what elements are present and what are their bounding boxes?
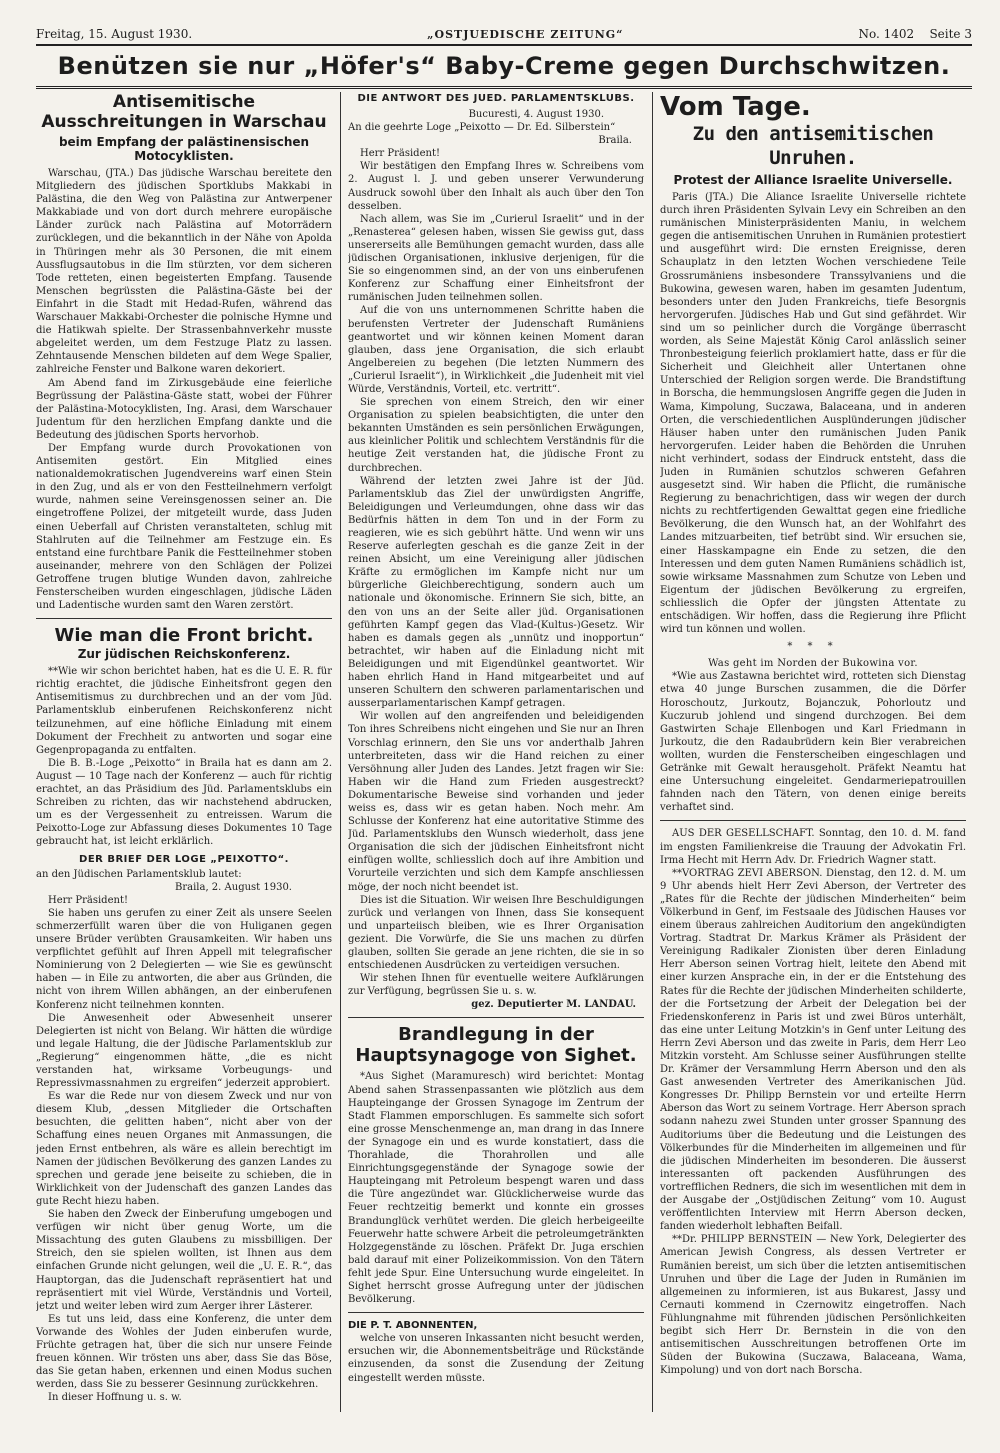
letter-paragraph: Nach allem, was Sie im „Curierul Israelit“ und in der „Renasterea“ gelesen haben, wissen Sie gewiss gut, dass unsererseits alle Bemühungen gemacht wurden, dass alle jüdischen Organisationen, inklusive derjenigen, für die Sie so eingenommen sind, an der von uns einberufenen Konferenz zur Schaffung einer Einheitsfront der rumänischen Juden teilnehmen sollen. bbox=[348, 213, 644, 304]
letter-paragraph: Dies ist die Situation. Wir weisen Ihre Beschuldigungen zurück und verlangen von Ihnen, dass Sie konsequent und unparteiisch bleiben, wie es Ihrer Organisation gezient. Die Vorwürfe, die Sie uns machen zu dürfen glauben, sollten Sie gerade an jene richten, die sie in so entschiedenen Ausdrücken zu verteidigen versuchen. bbox=[348, 894, 644, 972]
society-paragraph: AUS DER GESELLSCHAFT. Sonntag, den 10. d. M. fand im engsten Familienkreise die Trauung der Advokatin Frl. Irma Hecht mit Herrn Adv. Dr. Friedrich Wagner statt. bbox=[660, 828, 966, 866]
letter-paragraph: Während der letzten zwei Jahre ist der Jüd. Parlamentsklub das Ziel der unwürdigsten Angriffe, Beleidigungen und Verleumdungen, ohne dass wir das Bedürfnis hätten in dem Ton und in der Form zu reagieren, wie es sich gebührt hätte. Und wenn wir uns Reserve auferlegten geschah es die ganze Zeit in der reinen Absicht, um eine Vereinigung aller jüdischen Kräfte zu ermöglichen im Kampfe nicht nur um bürgerliche Gleichberechtigung, sondern auch um nationale und ökonomische. Erinnern Sie sich, bitte, an den von uns an der Seite aller jüd. Organisationen geführten Kampf gegen das Vlad-(Kultus-)Gesetz. Wir haben es damals gegen als „unnütz und inopportun“ betrachtet, wir haben auf die Einladung nicht mit Beleidigungen und mit Eigendünkel geantwortet. Wir haben ehrlich Hand in Hand mitgearbeitet und auf unseren Schultern den schweren parlamentarischen und ausserparlamentarischen Kampf getragen. bbox=[348, 475, 644, 710]
letter-paragraph: Sie haben uns gerufen zu einer Zeit als unsere Seelen schmerzerfüllt waren über die von Huliganen gegen unsere Brüder verübten Grausamkeiten. Wir haben uns verpflichtet gefühlt auf Ihren Appell mit telegrafischer Nominierung von 2 Delegierten — wie Sie es gewünscht haben — in Eile zu antworten, die aber aus Gründen, die nicht von ihrem Willen abhängen, an der einberufenen Konferenz nicht teilnehmen konnten. bbox=[36, 907, 332, 1011]
letter-dateline: Braila, 2. August 1930. bbox=[175, 881, 292, 893]
letter-paragraph: Sie haben den Zweck der Einberufung umgebogen und verfügen wir nicht über genug Worte, um die Missachtung des guten Glaubens zu missbilligen. Der Streich, den sie spielen wollten, ist Ihnen aus dem einfachen Grunde nicht gelungen, weil die „U. E. R.“, das Hauptorgan, das die Judenschaft repräsentiert hat und repräsentiert mit viel Würde, Verständnis und Vorteil, jetzt und weiter leben wird zum Aerger ihrer Lästerer. bbox=[36, 1209, 332, 1312]
header-date: Freitag, 15. August 1930. bbox=[36, 27, 193, 41]
column-rule-right bbox=[652, 92, 653, 1412]
divider bbox=[36, 618, 332, 619]
article-paragraph: Paris (JTA.) Die Aliance Israelite Universelle richtete durch ihren Präsidenten Sylvain Levy ein Schreiben an den rumänischen Ministerpräsidenten Maniu, in welchem gegen die antisemitischen Unruhen in Rumänien protestiert und ausgeführt wird: Die ernsten Ereignisse, deren Schauplatz in den letzten Wochen verschiedene Teile Grossrumäniens insbesondere Transsylvaniens und die Bukowina, gewesen waren, haben im gesamten Judentum, besonders unter den Juden Frankreichs, tiefe Besorgnis hervorgerufen. Jüdisches Hab und Gut sind gefährdet. Wir sind um so peinlicher durch die Vorgänge überrascht worden, als Seine Majestät König Carol anlässlich seiner Thronbesteigung feierlich proklamiert hatte, dass er für die Sicherheit und Gleichheit aller Untertanen ohne Unterschied der Religion sorgen werde. Die Brandstiftung in Borscha, die hemmungslosen Angriffe gegen die Juden in Wama, Kimpolung, Suczawa, Balaceana, und in anderen Orten, die verschiedentlichen Ausplünderungen jüdischer Häuser haben unter den rumänischen Juden Panik hervorgerufen. Leider haben die Behörden die Unruhen nicht verhindert, sodass der Eindruck entsteht, dass die Juden in Rumänien schutzlos schweren Gefahren ausgesetzt sind. Wir haben die Pflicht, die rumänische Regierung zu benachrichtigen, dass wir wegen der durch nichts zu rechtfertigenden Gewalttat gegen eine friedliche Bevölkerung, die den Wunsch hat, an der Wohlfahrt des Landes mitzuarbeiten, tief betrübt sind. Wir ersuchen sie, einer Hasskampagne ein Ende zu setzen, die den Interessen und dem guten Namen Rumäniens schädlich ist, sowie wirksame Massnahmen zum Schutze von Leben und Eigentum der jüdischen Bevölkerung zu ergreifen, schliesslich die Opfer der jüngsten Attentate zu entschädigen. Wir hoffen, dass die Regierung ihre Pflicht wird tun können und wollen. bbox=[660, 192, 966, 636]
letter-paragraph: Die Anwesenheit oder Abwesenheit unserer Delegierten ist nicht von Belang. Wir hätten die würdige und legale Haltung, die der Jüdische Parlamentsklub zur „Regierung“ eingenommen hätte, „die es nicht verstanden hat, wirksame Vorbeugungs- und Repressivmassnahmen zu ergreifen“ jederzeit approbiert. bbox=[36, 1012, 332, 1090]
letter-paragraph: Wir bestätigen den Empfang Ihres w. Schreibens vom 2. August l. J. und geben unserer Verwunderung Ausdruck sowohl über den Inhalt als auch über den Ton desselben. bbox=[348, 161, 644, 212]
letter-dateline: Bucuresti, 4. August 1930. bbox=[468, 109, 604, 120]
letter-intro: an den Jüdischen Parlamentsklub lautet: bbox=[36, 868, 242, 880]
letter-salutation: Herr Präsident! bbox=[48, 894, 128, 906]
letter-paragraph: Wir wollen auf den angreifenden und beleidigenden Ton ihres Schreibens nicht eingehen und Sie nur an Ihren Vorschlag erinnern, den Sie uns vor anderthalb Jahren unterbreiteten, dass wir die Hand reichen zu einer Versöhnung aller Juden des Landes. Jetzt fragen wir Sie: Haben wir die Hand zum Frieden ausgestreckt? Dokumentarische Beweise sind vorhanden und jeder weiss es, dass wir es getan haben. Noch mehr. Am Schlusse der Konferenz hat eine autoritative Stimme des Jüd. Parlamentsklubs den Wunsch wiederholt, dass jene Organisation die sich der jüdischen Einheitsfront nicht einfügen wollte, schliesslich doch auf ihre Ambition und Vorurteile verzichten und sich dem Kampfe anschliessen möge, der noch nicht beendet ist. bbox=[348, 711, 644, 893]
notice-title: DIE P. T. ABONNENTEN, bbox=[348, 1320, 478, 1332]
advertisement-banner: Benützen sie nur „Höfer's“ Baby-Creme gegen Durchschwitzen. bbox=[36, 46, 972, 89]
letter-salutation: Herr Präsident! bbox=[360, 148, 440, 160]
article-subtitle: Protest der Alliance Israelite Universelle. bbox=[673, 173, 953, 187]
letter-paragraph: Es war die Rede nur von diesem Zweck und nur von diesem Klub, „dessen Mitglieder die Ortschaften besuchten, die gelitten haben“, nicht aber von der Schaffung eines neuen Organes mit Anmassungen, die jeden Ernst entbehren, als wäre es allein berechtigt im Namen der jüdischen Bevölkerung des ganzen Landes zu sprechen und gerade jene beiseite zu schieben, die in Wirklichkeit von der Judenschaft des ganzen Landes das gute Recht hiezu haben. bbox=[36, 1091, 332, 1207]
divider bbox=[348, 1312, 644, 1313]
letter-addressee-city: Braila. bbox=[598, 135, 632, 147]
article-subtitle: Zur jüdischen Reichskonferenz. bbox=[77, 647, 291, 662]
article-paragraph: **Wie wir schon berichtet haben, hat es die U. E. R. für richtig erachtet, die jüdische Einheitsfront gegen den Antisemitismus zu durchbrechen und an der vom Jüd. Parlamentsklub einberufenen Reichskonferenz nicht teilzunehmen, auf eine höfliche Einladung mit einem Dokument der Frechheit zu antworten und sogar eine Gegenpropaganda zu entfalten. bbox=[36, 666, 332, 756]
signature: gez. Deputierter M. LANDAU. bbox=[471, 999, 636, 1011]
article-title: Was geht im Norden der Bukowina vor. bbox=[708, 658, 918, 670]
section-title: Vom Tage. bbox=[660, 92, 811, 122]
article-title: Antisemitische Ausschreitungen in Warschau bbox=[41, 92, 327, 132]
newspaper-name: „OSTJUEDISCHE ZEITUNG“ bbox=[427, 27, 624, 41]
letter-paragraph: In dieser Hoffnung u. s. w. bbox=[48, 1392, 182, 1404]
article-paragraph: Am Abend fand im Zirkusgebäude eine feierliche Begrüssung der Palästina-Gäste statt, wobei der Führer der Palästina-Motocyklisten, Ing. Arasi, dem Warschauer Judentum für den herzlichen Empfang dankte und die Bedeutung des jüdischen Sports hervorhob. bbox=[36, 377, 332, 441]
divider bbox=[660, 820, 966, 821]
article-title: Wie man die Front bricht. bbox=[54, 625, 314, 647]
letter-paragraph: Wir stehen Ihnen für eventuelle weitere Aufklärungen zur Verfügung, begrüssen Sie u. s. w. bbox=[348, 973, 644, 998]
article-title: DIE ANTWORT DES JUED. PARLAMENTSKLUBS. bbox=[357, 93, 635, 104]
society-paragraph: **VORTRAG ZEVI ABERSON. Dienstag, den 12. d. M. um 9 Uhr abends hielt Herr Zevi Aberson, der Vertreter des „Rates für die Rechte der jüdischen Minderheiten“ beim Völkerbund in Genf, im Festsaale des Jüdischen Hauses vor einem überaus zahlreichen Auditorium den angekündigten Vortrag. Stadtrat Dr. Markus Krämer als Präsident der Vereinigung Radikaler Zionisten über deren Einladung Herr Aberson seinen Vortrag hielt, leitete den Abend mit einer kurzen Ansprache ein, in der er die Entstehung des Rates für die Rechte der jüdischen Minderheiten schilderte, der die Fortsetzung der Arbeit der Delegation bei der Friedenskonferenz in Paris ist und zwei Büros unterhält, das eine unter Leitung Motzkin's in Genf unter Leitung des Herrn Zevi Aberson und das zweite in Paris, dem Herr Leo Mitzkin vorsteht. Am Schlusse seiner Ausführungen stellte Dr. Krämer der Versammlung Herrn Aberson und den als Gast anwesenden Vertreter des Amerikanischen Jüd. Kongresses Dr. Philipp Bernstein vor und erteilte Herrn Aberson das Wort zu seinem Vortrage. Herr Aberson sprach sodann nahezu zwei Stunden unter grosser Spannung des Auditoriums über die Bedeutung und die Leistungen des Völkerbundes für die Minderheiten im allgemeinen und für die jüdischen Minderheiten im besonderen. Die äusserst interessanten oft packenden Ausführungen des vortrefflichen Redners, die sich im wesentlichen mit dem in der Ausgabe der „Ostjüdischen Zeitung“ vom 10. August veröffentlichten Interview mit Herrn Aberson decken, fanden wiederholt lebhaften Beifall. bbox=[660, 867, 966, 1233]
issue-page bbox=[859, 27, 973, 41]
column-right bbox=[660, 92, 966, 1422]
issue-number: No. 1402 bbox=[858, 27, 915, 41]
column-middle bbox=[348, 92, 644, 1422]
column-rule-left bbox=[340, 92, 341, 1412]
article-title: Zu den antisemitischen Unruhen. bbox=[692, 123, 934, 169]
section-stars: * * * bbox=[787, 641, 839, 653]
society-paragraph: **Dr. PHILIPP BERNSTEIN — New York, Delegierter des American Jewish Congress, als dessen Vertreter er Rumänien bereist, um sich über die letzten antisemitischen Unruhen und über die Lage der Juden in Rumänien im allgemeinen zu informieren, ist aus Bukarest, Jassy und Cernauti kommend in Czernowitz eingetroffen. Nach Fühlungnahme mit führenden jüdischen Persönlichkeiten begibt sich Herr Dr. Bernstein in die von den antisemitischen Ausschreitungen betroffenen Orte im Süden der Bukowina (Suczawa, Balaceana, Wama, Kimpolung) und von dort nach Borscha. bbox=[660, 1234, 966, 1377]
notice-text: welche von unseren Inkassanten nicht besucht werden, ersuchen wir, die Abonnementsbeiträge und Rückstände einzusenden, da sonst die Zusendung der Zeitung eingestellt werden müsste. bbox=[348, 1333, 644, 1384]
article-paragraph: *Wie aus Zastawna berichtet wird, rotteten sich Dienstag etwa 40 junge Burschen zusammen, die die Dörfer Horoschoutz, Jurkoutz, Bojanczuk, Pohorloutz und Kuczurub johlend und singend durchzogen. Bei dem Gastwirten Schaje Ellenbogen und Karl Friedmann in Jurkoutz, die den Radaubrüdern kein Bier verabreichen wollten, wurden die Fensterscheiben eingeschlagen und Getränke mit Gewalt herausgeholt. Präfekt Neamtu hat eine Untersuchung eingeleitet. Gendarmeriepatrouillen fahnden nach den Tätern, von denen einige bereits verhaftet sind. bbox=[660, 671, 966, 814]
page-number: Seite 3 bbox=[929, 27, 972, 41]
article-title: Brandlegung in der Hauptsynagoge von Sighet. bbox=[355, 1024, 637, 1067]
letter-paragraph: Auf die von uns unternommenen Schritte haben die berufensten Vertreter der Judenschaft Rumäniens geantwortet und wir können keinen Moment daran glauben, dass jene Organisation, die sich erlaubt Angelbereien zu begehen (Die letzten Nummern des „Curierul Israelit“), in Wirklichkeit „die Judenheit mit viel Würde, Verständnis, Vorteil, etc. vertritt“. bbox=[348, 305, 644, 395]
article-paragraph: *Aus Sighet (Maramuresch) wird berichtet: Montag Abend sahen Strassenpassanten wie plötzlich aus dem Haupteingange der Grossen Synagoge im Zentrum der Stadt Flammen emporschlugen. Es sammelte sich sofort eine grosse Menschenmenge an, man drang in das Innere der Synagoge ein und es wurde konstatiert, dass die Thorahlade, die Thorahrollen und alle Einrichtungsgegenstände der Synagoge sowie der Haupteingang mit Petroleum bespengt waren und dass die Türe angezündet war. Glücklicherweise wurde das Feuer rechtzeitig bemerkt und konnte ein grosses Brandunglück verhütet werden. Die gleich herbeigeeilte Feuerwehr hatte schwere Arbeit die petroleumgetränkten Holzgegenstände zu löschen. Präfekt Dr. Juga erschien bald darauf mit einer Polizeikommission. Von den Tätern fehlt jede Spur. Eine Untersuchung wurde eingeleitet. In Sighet herrscht grosse Aufregung unter der jüdischen Bevölkerung. bbox=[348, 1071, 644, 1306]
article-paragraph: Der Empfang wurde durch Provokationen von Antisemiten gestört. Ein Mitglied eines nationaldemokratischen Jugendvereins warf einen Stein in den Zug, und als er von den Festteilnehmern verfolgt wurde, nahmen seine Vereinsgenossen seiner an. Die eingetroffene Polizei, der mitgeteilt wurde, dass Juden einen Ueberfall auf Christen veranstalteten, schlug mit Stahlruten auf die Teilnehmer am Festzuge ein. Es entstand eine furchtbare Panik die Festteilnehmer stoben auseinander, mehrere von den Schlägen der Polizei Getroffene trugen blutige Wunden davon, zahlreiche Fensterscheiben wurden eingeschlagen, jüdische Läden und Ladentische wurden samt den Waren zerstört. bbox=[36, 442, 332, 612]
article-paragraph: Die B. B.-Loge „Peixotto“ in Braila hat es dann am 2. August — 10 Tage nach der Konferenz — auch für richtig erachtet, an das Präsidium des Jüd. Parlamentsklubs ein Schreiben zu richten, das wir nachstehend abdrucken, um es der Vergessenheit zu entreissen. Warum die Peixotto-Loge zur Abfassung dieses Dokumentes 10 Tage gebraucht hat, ist leicht erklärlich. bbox=[36, 757, 332, 848]
divider bbox=[348, 1017, 644, 1018]
letter-addressee: An die geehrte Loge „Peixotto — Dr. Ed. Silberstein“ bbox=[348, 122, 616, 134]
column-left bbox=[36, 92, 332, 1422]
letter-paragraph: Es tut uns leid, dass eine Konferenz, die unter dem Vorwande des Wohles der Juden einberufen wurde, Früchte getragen hat, über die sich nur unsere Feinde freuen können. Wir trösten uns aber, dass Sie das Böse, das Sie getan haben, erkennen und einen Modus suchen werden, dass Sie zu besserer Gesinnung zurückkehren. bbox=[36, 1313, 332, 1391]
article-paragraph: Warschau, (JTA.) Das jüdische Warschau bereitete den Mitgliedern des jüdischen Sportklubs Makkabi in Palästina, die den Weg von Palästina zur Antwerpener Makkabiade und von dort durch mehrere europäische Länder zurück nach Palästina auf Motorrädern zurücklegen, und die bekanntlich in der Nähe von Apolda in Thüringen mehr als 30 Personen, die mit einem Aussflugsautobus in die Ilm stürzten, vor dem sicheren Tode retteten, einen begeisterten Empfang. Tausende Menschen begrüssten die Palästina-Gäste bei der Einfahrt in die Stadt mit Hedad-Rufen, während das Warschauer Makkabi-Orchester die polnische Hymne und die Hatikwah spielte. Der Strassenbahnverkehr musste abgeleitet werden, um dem Festzuge Platz zu lassen. Zehntausende Menschen bildeten auf dem Wege Spalier, zahlreiche Fenster und Balkone waren dekoriert. bbox=[36, 168, 332, 376]
letter-paragraph: Sie sprechen von einem Streich, den wir einer Organisation zu spielen beabsichtigten, die unter den bekannten Umständen es sein persönlichen Erwägungen, aus kleinlicher Politik und schlechtem Verständnis für die heutige Zeit verstanden hat, die jüdische Front zu durchbrechen. bbox=[348, 397, 644, 474]
letter-heading: DER BRIEF DER LOGE „PEIXOTTO“. bbox=[79, 853, 289, 865]
article-subtitle: beim Empfang der palästinensischen Motocyklisten. bbox=[58, 135, 310, 163]
page-header bbox=[36, 24, 972, 46]
